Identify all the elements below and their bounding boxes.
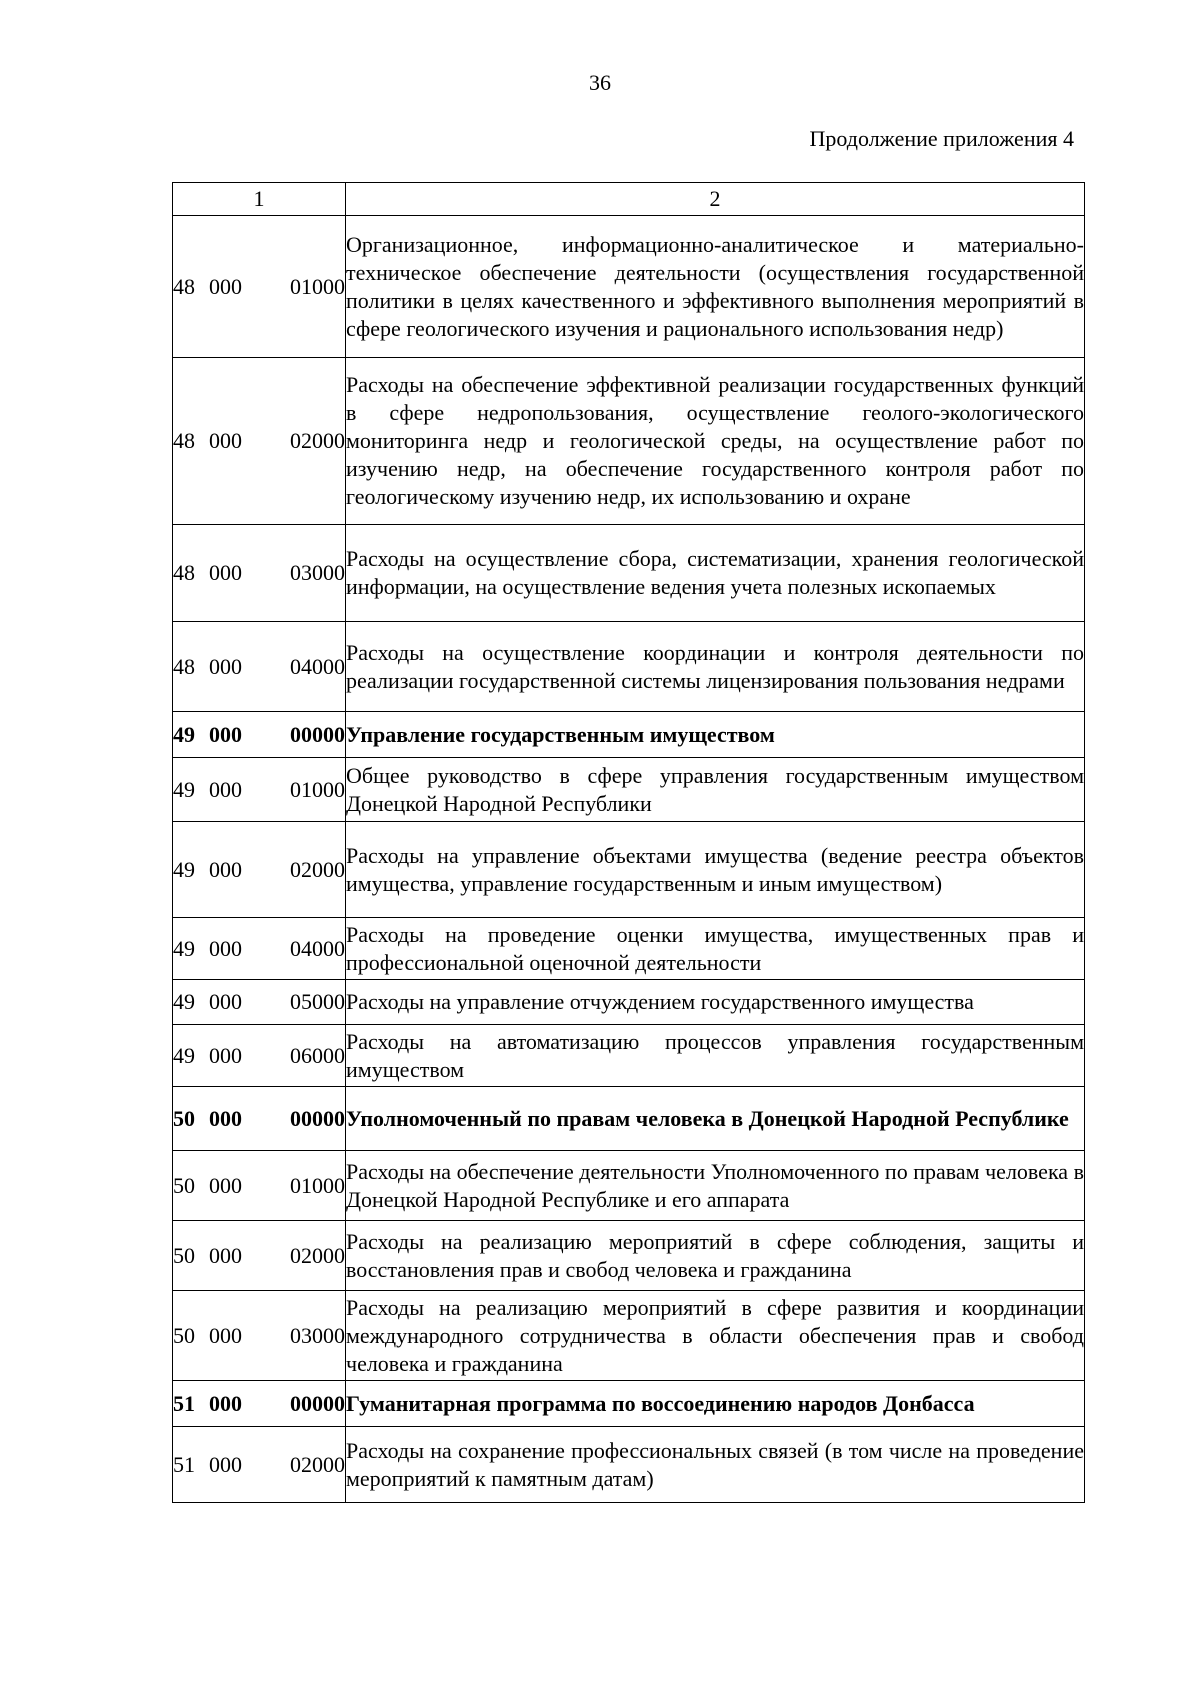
code-part-program: 51 xyxy=(173,1451,195,1477)
row-description-cell: Расходы на осуществление сбора, систематизации, хранения геологической информации, на осуществление ведения учета полезных ископаемых xyxy=(346,525,1085,622)
column-header-1: 1 xyxy=(173,183,346,216)
row-description-cell: Расходы на управление объектами имущества (ведение реестра объектов имущества, управление государственным и иным имуществом) xyxy=(346,822,1085,918)
row-description-cell: Гуманитарная программа по воссоединению народов Донбасса xyxy=(346,1381,1085,1427)
code-part-direction: 03000 xyxy=(290,1322,345,1348)
code-part-subprogram: 000 xyxy=(209,1322,242,1348)
code-part-direction: 06000 xyxy=(290,1042,345,1068)
code-part-program: 50 xyxy=(173,1105,195,1131)
code-part-program: 50 xyxy=(173,1172,195,1198)
code-part-direction: 00000 xyxy=(290,721,345,747)
row-description-cell: Расходы на проведение оценки имущества, имущественных прав и профессиональной оценочной деятельности xyxy=(346,918,1085,980)
row-code-cell xyxy=(173,216,346,358)
code-part-program: 50 xyxy=(173,1242,195,1268)
row-code-cell xyxy=(173,1151,346,1221)
code-part-program: 48 xyxy=(173,560,195,585)
row-description-cell: Расходы на осуществление координации и контроля деятельности по реализации государственной системы лицензирования пользования недрами xyxy=(346,622,1085,712)
row-code-cell xyxy=(173,525,346,622)
code-part-direction: 04000 xyxy=(290,653,345,679)
code-part-direction: 02000 xyxy=(290,856,345,882)
appendix-continuation-note: Продолжение приложения 4 xyxy=(809,126,1074,151)
code-part-program: 48 xyxy=(173,428,195,453)
row-code-cell xyxy=(173,1381,346,1427)
row-description-cell: Организационное, информационно-аналитическое и материально-техническое обеспечение деятельности (осуществления государственной политики в целях качественного и эффективного выполнения мероприятий в сфере геологического изучения и рационального использования недр) xyxy=(346,216,1085,358)
code-part-subprogram: 000 xyxy=(209,428,242,453)
row-description-cell: Расходы на реализацию мероприятий в сфере развития и координации международного сотрудничества в области обеспечения прав и свобод человека и гражданина xyxy=(346,1291,1085,1381)
table-row xyxy=(173,980,1085,1025)
code-part-subprogram: 000 xyxy=(209,273,242,299)
row-code-cell xyxy=(173,622,346,712)
code-part-subprogram: 000 xyxy=(209,856,242,882)
row-code-cell xyxy=(173,358,346,525)
row-code-cell xyxy=(173,980,346,1025)
table-row xyxy=(173,918,1085,980)
row-code-cell xyxy=(173,1087,346,1151)
code-part-subprogram: 000 xyxy=(209,1242,242,1268)
table-row xyxy=(173,1381,1085,1427)
row-code-cell xyxy=(173,822,346,918)
table-row xyxy=(173,712,1085,758)
row-description-cell: Общее руководство в сфере управления государственным имуществом Донецкой Народной Республики xyxy=(346,758,1085,822)
table-row xyxy=(173,758,1085,822)
code-part-program: 49 xyxy=(173,1042,195,1068)
code-part-direction: 00000 xyxy=(290,1390,345,1416)
code-part-program: 48 xyxy=(173,273,195,299)
code-part-subprogram: 000 xyxy=(209,1172,242,1198)
table-body xyxy=(173,216,1085,1503)
row-code-cell xyxy=(173,918,346,980)
code-part-subprogram: 000 xyxy=(209,653,242,679)
code-part-direction: 02000 xyxy=(290,428,345,453)
row-description-cell: Расходы на реализацию мероприятий в сфере соблюдения, защиты и восстановления прав и свобод человека и гражданина xyxy=(346,1221,1085,1291)
code-part-subprogram: 000 xyxy=(209,989,242,1014)
code-part-direction: 01000 xyxy=(290,776,345,802)
budget-classification-table xyxy=(172,182,1085,1503)
code-part-program: 49 xyxy=(173,721,195,747)
row-description-cell: Управление государственным имуществом xyxy=(346,712,1085,758)
code-part-subprogram: 000 xyxy=(209,721,242,747)
code-part-direction: 04000 xyxy=(290,935,345,961)
code-part-subprogram: 000 xyxy=(209,1390,242,1416)
table-row xyxy=(173,358,1085,525)
code-part-program: 51 xyxy=(173,1390,195,1416)
row-code-cell xyxy=(173,1427,346,1503)
code-part-subprogram: 000 xyxy=(209,1451,242,1477)
code-part-subprogram: 000 xyxy=(209,1105,242,1131)
code-part-subprogram: 000 xyxy=(209,935,242,961)
table-row xyxy=(173,1087,1085,1151)
row-description-cell: Расходы на управление отчуждением государственного имущества xyxy=(346,980,1085,1025)
table-row xyxy=(173,1151,1085,1221)
code-part-program: 49 xyxy=(173,856,195,882)
column-header-2: 2 xyxy=(346,183,1085,216)
row-code-cell xyxy=(173,712,346,758)
code-part-direction: 01000 xyxy=(290,273,345,299)
code-part-direction: 03000 xyxy=(290,560,345,585)
code-part-direction: 02000 xyxy=(290,1242,345,1268)
table-row xyxy=(173,1427,1085,1503)
row-description-cell: Расходы на обеспечение эффективной реализации государственных функций в сфере недропользования, осуществление геолого-экологического мониторинга недр и геологической среды, на осуществление работ по изучению недр, на обеспечение государственного контроля работ по геологическому изучению недр, их использованию и охране xyxy=(346,358,1085,525)
table-row xyxy=(173,1221,1085,1291)
table-row xyxy=(173,622,1085,712)
code-part-program: 50 xyxy=(173,1322,195,1348)
code-part-direction: 05000 xyxy=(290,989,345,1014)
row-code-cell xyxy=(173,1221,346,1291)
page-number: 36 xyxy=(589,70,611,95)
row-code-cell xyxy=(173,1025,346,1087)
table-row xyxy=(173,1291,1085,1381)
code-part-direction: 00000 xyxy=(290,1105,345,1131)
row-description-cell: Уполномоченный по правам человека в Донецкой Народной Республике xyxy=(346,1087,1085,1151)
row-description-cell: Расходы на автоматизацию процессов управления государственным имуществом xyxy=(346,1025,1085,1087)
table-row xyxy=(173,822,1085,918)
code-part-program: 49 xyxy=(173,935,195,961)
table-row xyxy=(173,525,1085,622)
table-row xyxy=(173,216,1085,358)
code-part-program: 49 xyxy=(173,989,195,1014)
table-row xyxy=(173,1025,1085,1087)
row-description-cell: Расходы на обеспечение деятельности Уполномоченного по правам человека в Донецкой Народной Республике и его аппарата xyxy=(346,1151,1085,1221)
code-part-subprogram: 000 xyxy=(209,776,242,802)
code-part-program: 49 xyxy=(173,776,195,802)
code-part-subprogram: 000 xyxy=(209,560,242,585)
code-part-direction: 02000 xyxy=(290,1451,345,1477)
row-code-cell xyxy=(173,1291,346,1381)
table-header-row xyxy=(173,183,1085,216)
code-part-direction: 01000 xyxy=(290,1172,345,1198)
code-part-program: 48 xyxy=(173,653,195,679)
code-part-subprogram: 000 xyxy=(209,1042,242,1068)
row-description-cell: Расходы на сохранение профессиональных связей (в том числе на проведение мероприятий к памятным датам) xyxy=(346,1427,1085,1503)
row-code-cell xyxy=(173,758,346,822)
